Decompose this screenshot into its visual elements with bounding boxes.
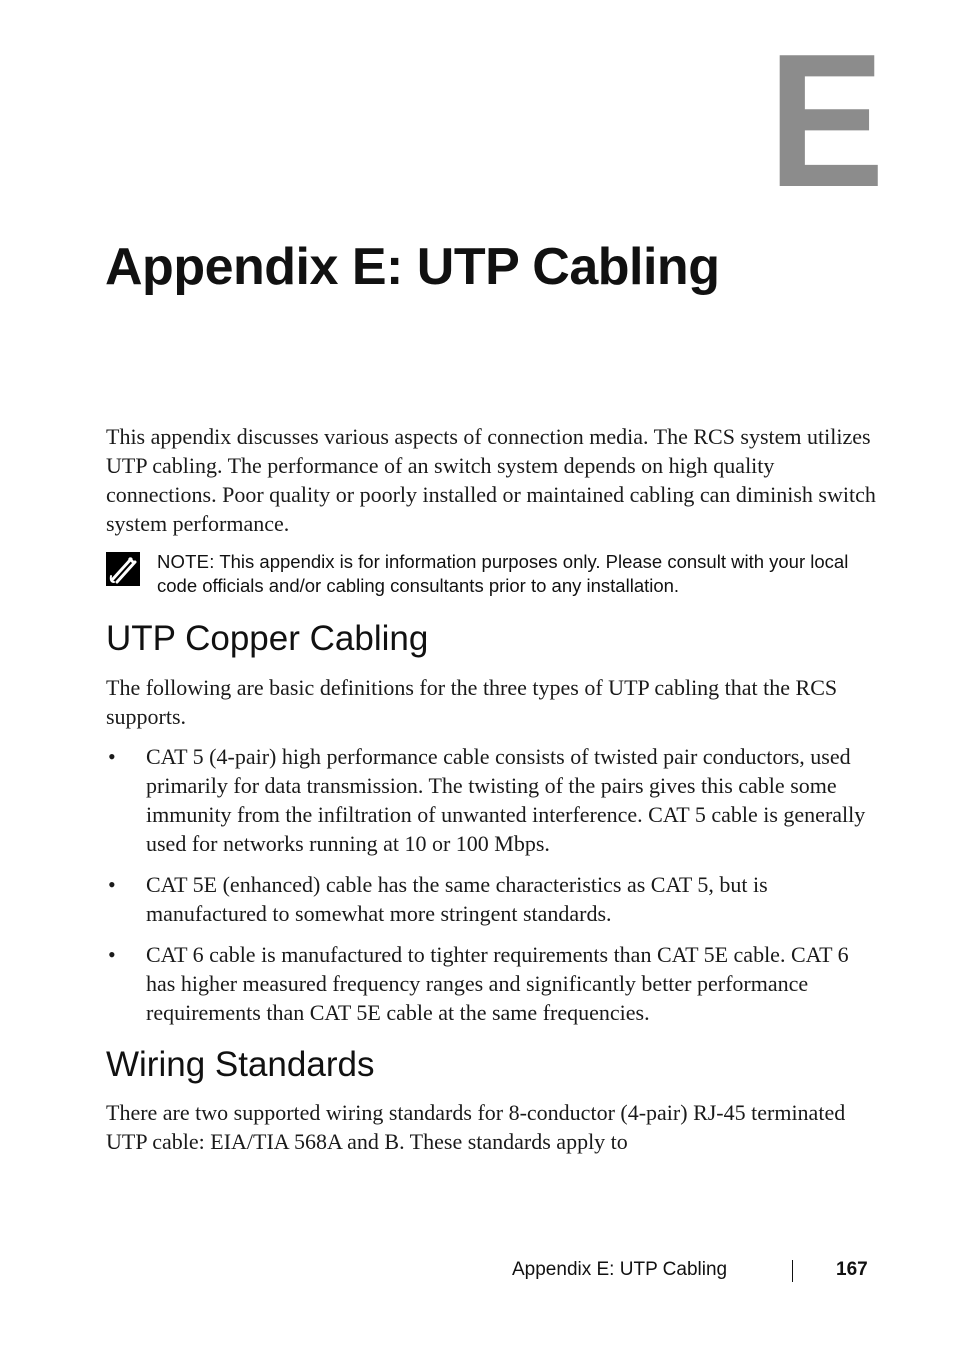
list-item-cat5: [106, 742, 876, 858]
list-item-cat5e: [106, 870, 876, 928]
footer-section-title: Appendix E: UTP Cabling: [512, 1259, 728, 1280]
list-item-text: CAT 6 cable is manufactured to tighter requirements than CAT 5E cable. CAT 6 has higher measured frequency ranges and significantly better performance requirements than CAT 5E cable at the same frequencies.: [146, 942, 849, 1025]
page-number: 167: [836, 1259, 868, 1280]
cable-types-list: [106, 742, 876, 1039]
note-body: This appendix is for information purposes only. Please consult with your local code officials and/or cabling consultants prior to any installation.: [157, 551, 849, 596]
section-heading-utp-copper-cabling: UTP Copper Cabling: [106, 619, 429, 658]
intro-paragraph: This appendix discusses various aspects of connection media. The RCS system utilizes UTP cabling. The performance of an switch system depends on high quality connections. Poor quality or poorly installed or maintained cabling can diminish switch system performance.: [106, 424, 876, 536]
list-item-text: CAT 5 (4-pair) high performance cable consists of twisted pair conductors, used primarily for data transmission. The twisting of the pairs gives this cable some immunity from the infiltration of unwanted interference. CAT 5 cable is generally used for networks running at 10 or 100 Mbps.: [146, 744, 866, 856]
chapter-letter: E: [768, 15, 885, 227]
note-label: NOTE:: [157, 551, 215, 572]
bullet-icon: •: [108, 942, 116, 967]
wiring-intro-paragraph: There are two supported wiring standards for 8-conductor (4-pair) RJ-45 terminated UTP cable: EIA/TIA 568A and B. These standards apply to: [106, 1100, 846, 1154]
bullet-icon: •: [108, 872, 116, 897]
section-heading-wiring-standards: Wiring Standards: [106, 1045, 375, 1084]
bullet-icon: •: [108, 744, 116, 769]
note-text: [157, 550, 887, 598]
list-item-text: CAT 5E (enhanced) cable has the same characteristics as CAT 5, but is manufactured to somewhat more stringent standards.: [146, 872, 768, 926]
list-item-cat6: [106, 940, 876, 1027]
footer-divider: [792, 1260, 793, 1282]
page-title: Appendix E: UTP Cabling: [105, 238, 720, 296]
copper-intro-paragraph: The following are basic definitions for the three types of UTP cabling that the RCS supports.: [106, 675, 838, 729]
pencil-note-icon: [106, 552, 140, 586]
